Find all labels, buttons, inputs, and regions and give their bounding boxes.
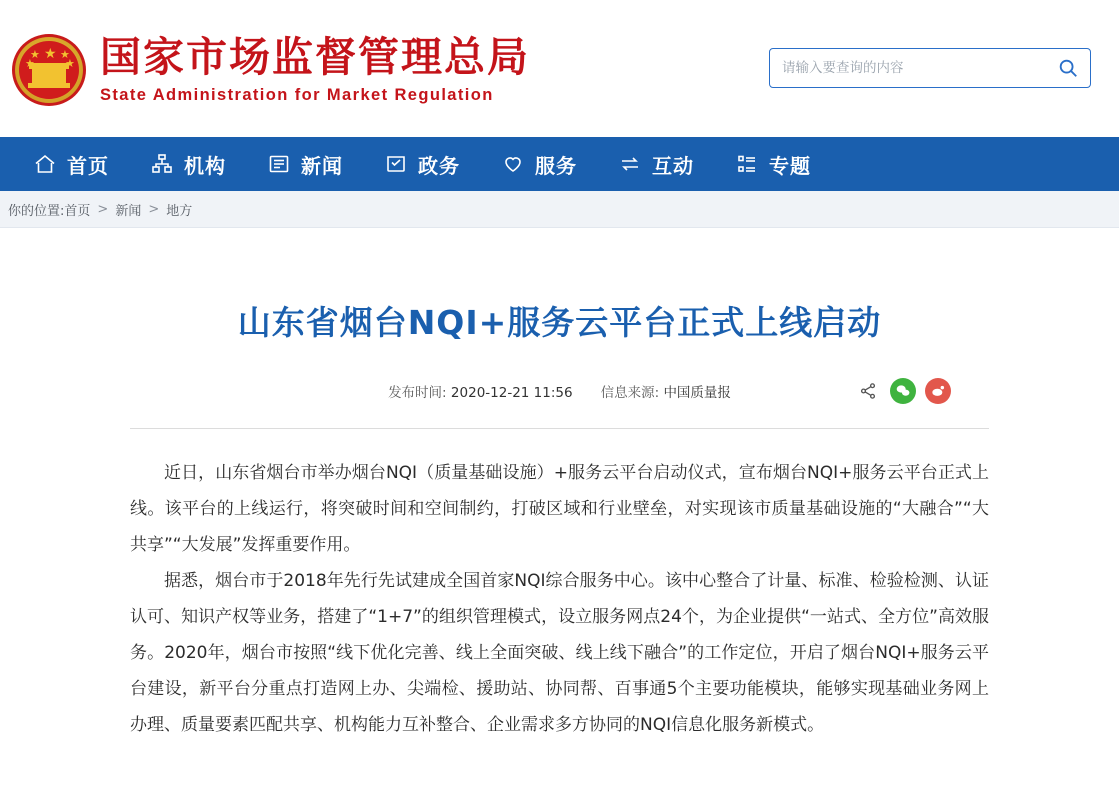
- search-box[interactable]: [769, 48, 1091, 88]
- nav-label: 服务: [535, 153, 577, 178]
- nav-label: 新闻: [301, 153, 343, 178]
- article-body: [130, 455, 989, 743]
- heart-service-icon: [500, 151, 526, 177]
- emblem-base: [28, 83, 70, 88]
- emblem-star-1: ★: [30, 48, 40, 61]
- publish-time-label: 发布时间:: [388, 385, 447, 401]
- emblem-star-2: ★: [25, 57, 35, 70]
- breadcrumb-item-news[interactable]: 新闻: [115, 203, 142, 219]
- site-logo[interactable]: [10, 30, 530, 108]
- site-title-block: [100, 32, 530, 106]
- search-icon: [1057, 57, 1079, 79]
- source-label: 信息来源:: [600, 385, 660, 401]
- national-emblem-icon: [10, 30, 88, 108]
- source-block: [601, 381, 731, 401]
- article-title: 山东省烟台NQI+服务云平台正式上线启动: [237, 303, 882, 342]
- article-paragraph: 据悉，烟台市于2018年先行先试建成全国首家NQI综合服务中心。该中心整合了计量、标准、检验检测、认证认可、知识产权等业务，搭建了“1+7”的组织管理模式，设立服务网点24个，为企业提供“一站式、全方位”高效服务。2020年，烟台市按照“线下优化完善、线上全面突破、线上线下融合”的工作定位，开启了烟台NQI+服务云平台建设，新平台分重点打造网上办、尖端检、援助站、协同帮、百事通5个主要功能模块，能够实现基础业务网上办理、质量要素匹配共享、机构能力互补整合、企业需求多方协同的NQI信息化服务新模式。: [130, 571, 989, 735]
- nav-item-interaction[interactable]: [603, 137, 720, 191]
- breadcrumb-item-home[interactable]: 首页: [64, 203, 91, 219]
- search-input[interactable]: [770, 60, 1046, 76]
- emblem-star-4: ★: [65, 57, 75, 70]
- source-value: 中国质量报: [663, 385, 731, 401]
- emblem-star-3: ★: [60, 48, 70, 61]
- article-container: [0, 300, 1119, 743]
- nav-label: 互动: [652, 153, 694, 178]
- nav-item-organization[interactable]: [135, 137, 252, 191]
- breadcrumb-separator: >: [97, 201, 109, 217]
- exchange-arrows-icon: [617, 151, 643, 177]
- search-button[interactable]: [1046, 49, 1090, 87]
- nav-item-news[interactable]: [252, 137, 369, 191]
- breadcrumb: [0, 191, 1119, 228]
- emblem-star-large: ★: [44, 44, 57, 61]
- weibo-icon[interactable]: [925, 378, 951, 404]
- nav-item-topics[interactable]: [720, 137, 837, 191]
- site-header: [0, 0, 1119, 137]
- publish-time-block: [388, 381, 573, 401]
- publish-time-value: 2020-12-21 11:56: [450, 385, 573, 401]
- nav-item-government[interactable]: [369, 137, 486, 191]
- article-paragraph: 近日，山东省烟台市举办烟台NQI（质量基础设施）+服务云平台启动仪式，宣布烟台NQI+服务云平台正式上线。该平台的上线运行，将突破时间和空间制约，打破区域和行业壁垒，对实现该市质量基础设施的“大融合”“大共享”“大发展”发挥重要作用。: [130, 463, 989, 555]
- nav-item-home[interactable]: [18, 137, 135, 191]
- government-icon: [383, 151, 409, 177]
- share-icon[interactable]: [855, 378, 881, 404]
- main-navigation: [0, 137, 1119, 191]
- emblem-inner: [19, 41, 79, 99]
- breadcrumb-prefix: 你的位置:: [8, 203, 65, 219]
- home-icon: [32, 151, 58, 177]
- news-icon: [266, 151, 292, 177]
- share-group: [855, 378, 951, 404]
- wechat-icon[interactable]: [890, 378, 916, 404]
- site-title-en: State Administration for Market Regulation: [100, 85, 494, 104]
- nav-label: 专题: [769, 153, 811, 178]
- nav-label: 首页: [67, 153, 109, 178]
- emblem-gate: [32, 69, 66, 83]
- organization-icon: [149, 151, 175, 177]
- breadcrumb-separator: >: [148, 201, 160, 217]
- article-meta: [130, 376, 989, 406]
- nav-label: 政务: [418, 153, 460, 178]
- breadcrumb-item-local[interactable]: 地方: [166, 203, 193, 219]
- nav-item-service[interactable]: [486, 137, 603, 191]
- topics-grid-icon: [734, 151, 760, 177]
- meta-divider: [130, 428, 989, 429]
- site-title-cn: 国家市场监督管理总局: [100, 32, 530, 81]
- nav-label: 机构: [184, 153, 226, 178]
